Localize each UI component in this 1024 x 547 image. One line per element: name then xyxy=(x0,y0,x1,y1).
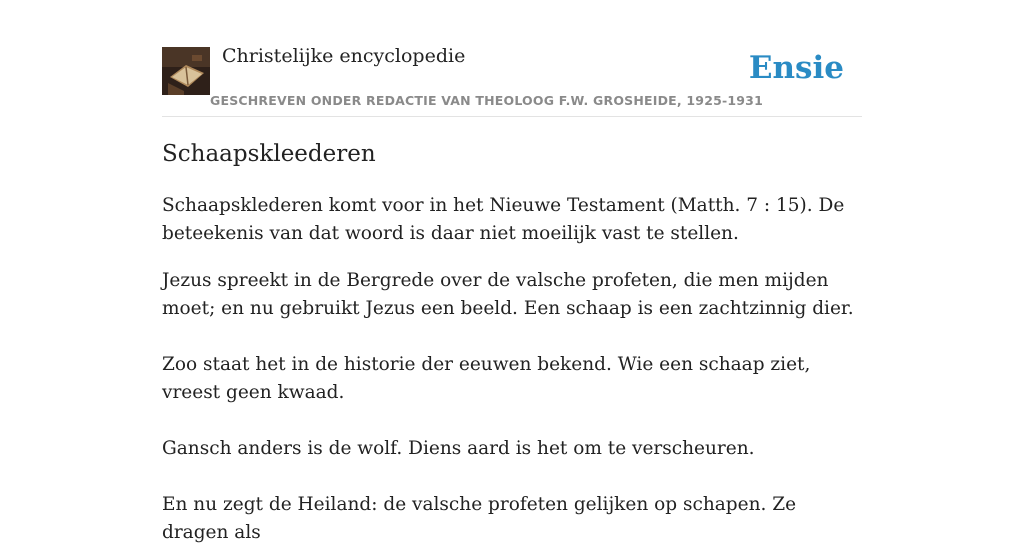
ensie-logo-link[interactable]: Ensie xyxy=(748,50,844,86)
article-paragraph: Schaapsklederen komt voor in het Nieuwe Testament (Matth. 7 : 15). De beteekenis van dat woord is daar niet moeilijk vast te stellen. xyxy=(162,195,845,244)
article-paragraph: Zoo staat het in de historie der eeuwen bekend. Wie een schaap ziet, vreest geen kwaad. xyxy=(162,354,811,403)
article-paragraph: Jezus spreekt in de Bergrede over de valsche profeten, die men mijden moet; en nu gebruikt Jezus een beeld. Een schaap is een zachtzinnig dier. xyxy=(162,270,854,319)
site-subtitle: GESCHREVEN ONDER REDACTIE VAN THEOLOOG F.W. GROSHEIDE, 1925-1931 xyxy=(210,93,763,108)
book-image-icon xyxy=(162,47,210,95)
header xyxy=(162,44,862,117)
site-title-link[interactable]: Christelijke encyclopedie xyxy=(222,45,466,67)
article xyxy=(162,138,862,543)
article-paragraph: Gansch anders is de wolf. Diens aard is het om te verscheuren. xyxy=(162,438,755,459)
article-paragraph: En nu zegt de Heiland: de valsche profeten gelijken op schapen. Ze dragen als xyxy=(162,494,797,543)
encyclopedia-avatar[interactable] xyxy=(162,47,210,95)
article-title: Schaapskleederen xyxy=(162,141,376,167)
